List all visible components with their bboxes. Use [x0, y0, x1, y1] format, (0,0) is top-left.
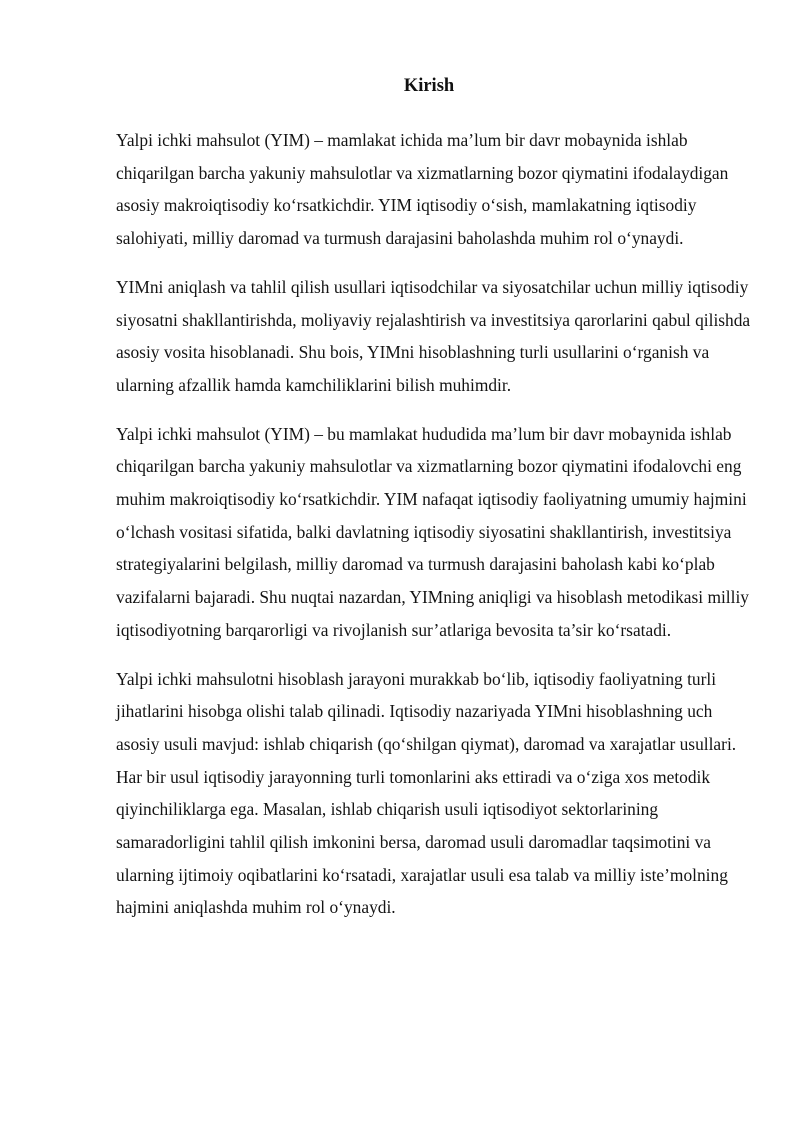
paragraph-2: YIMni aniqlash va tahlil qilish usullari iqtisodchilar va siyosatchilar uchun milliy iqtisodiy siyosatni shakllantirishda, moliyaviy rejalashtirish va investitsiya qarorlarini qabul qilishda asosiy vosita hisoblanadi. Shu bois, YIMni hisoblashning turli usullarini o‘rganish va ularning afzallik hamda kamchiliklarini bilish muhimdir.	[116, 276, 751, 395]
document-body	[116, 124, 756, 940]
paragraph-1: Yalpi ichki mahsulot (YIM) – mamlakat ichida ma’lum bir davr mobaynida ishlab chiqarilgan barcha yakuniy mahsulotlar va xizmatlarning bozor qiymatini ifodalaydigan asosiy makroiqtisodiy ko‘rsatkichdir. YIM iqtisodiy o‘sish, mamlakatning iqtisodiy salohiyati, milliy daromad va turmush darajasini baholashda muhim rol o‘ynaydi.	[116, 130, 729, 249]
paragraph-4: Yalpi ichki mahsulotni hisoblash jarayoni murakkab bo‘lib, iqtisodiy faoliyatning turli jihatlarini hisobga olishi talab qilinadi. Iqtisodiy nazariyada YIMni hisoblashning uch asosiy usuli mavjud: ishlab chiqarish (qo‘shilgan qiymat), daromad va xarajatlar usullari. Har bir usul iqtisodiy jarayonning turli tomonlarini aks ettiradi va o‘ziga xos metodik qiyinchiliklarga ega. Masalan, ishlab chiqarish usuli iqtisodiyot sektorlarining samaradorligini tahlil qilish imkonini bersa, daromad usuli daromadlar taqsimotini va ularning ijtimoiy oqibatlarini ko‘rsatadi, xarajatlar usuli esa talab va milliy iste’molning hajmini aniqlashda muhim rol o‘ynaydi.	[116, 668, 737, 918]
paragraph-3: Yalpi ichki mahsulot (YIM) – bu mamlakat hududida ma’lum bir davr mobaynida ishlab chiqarilgan barcha yakuniy mahsulotlar va xizmatlarning bozor qiymatini ifodalovchi eng muhim makroiqtisodiy ko‘rsatkichdir. YIM nafaqat iqtisodiy faoliyatning umumiy hajmini o‘lchash vositasi sifatida, balki davlatning iqtisodiy siyosatini shakllantirish, investitsiya strategiyalarini belgilash, milliy daromad va turmush darajasini baholash kabi ko‘plab vazifalarni bajaradi. Shu nuqtai nazardan, YIMning aniqligi va hisoblash metodikasi milliy iqtisodiyotning barqarorligi va rivojlanish sur’atlariga bevosita ta’sir ko‘rsatadi.	[116, 423, 749, 640]
page-title: Kirish	[403, 76, 455, 96]
